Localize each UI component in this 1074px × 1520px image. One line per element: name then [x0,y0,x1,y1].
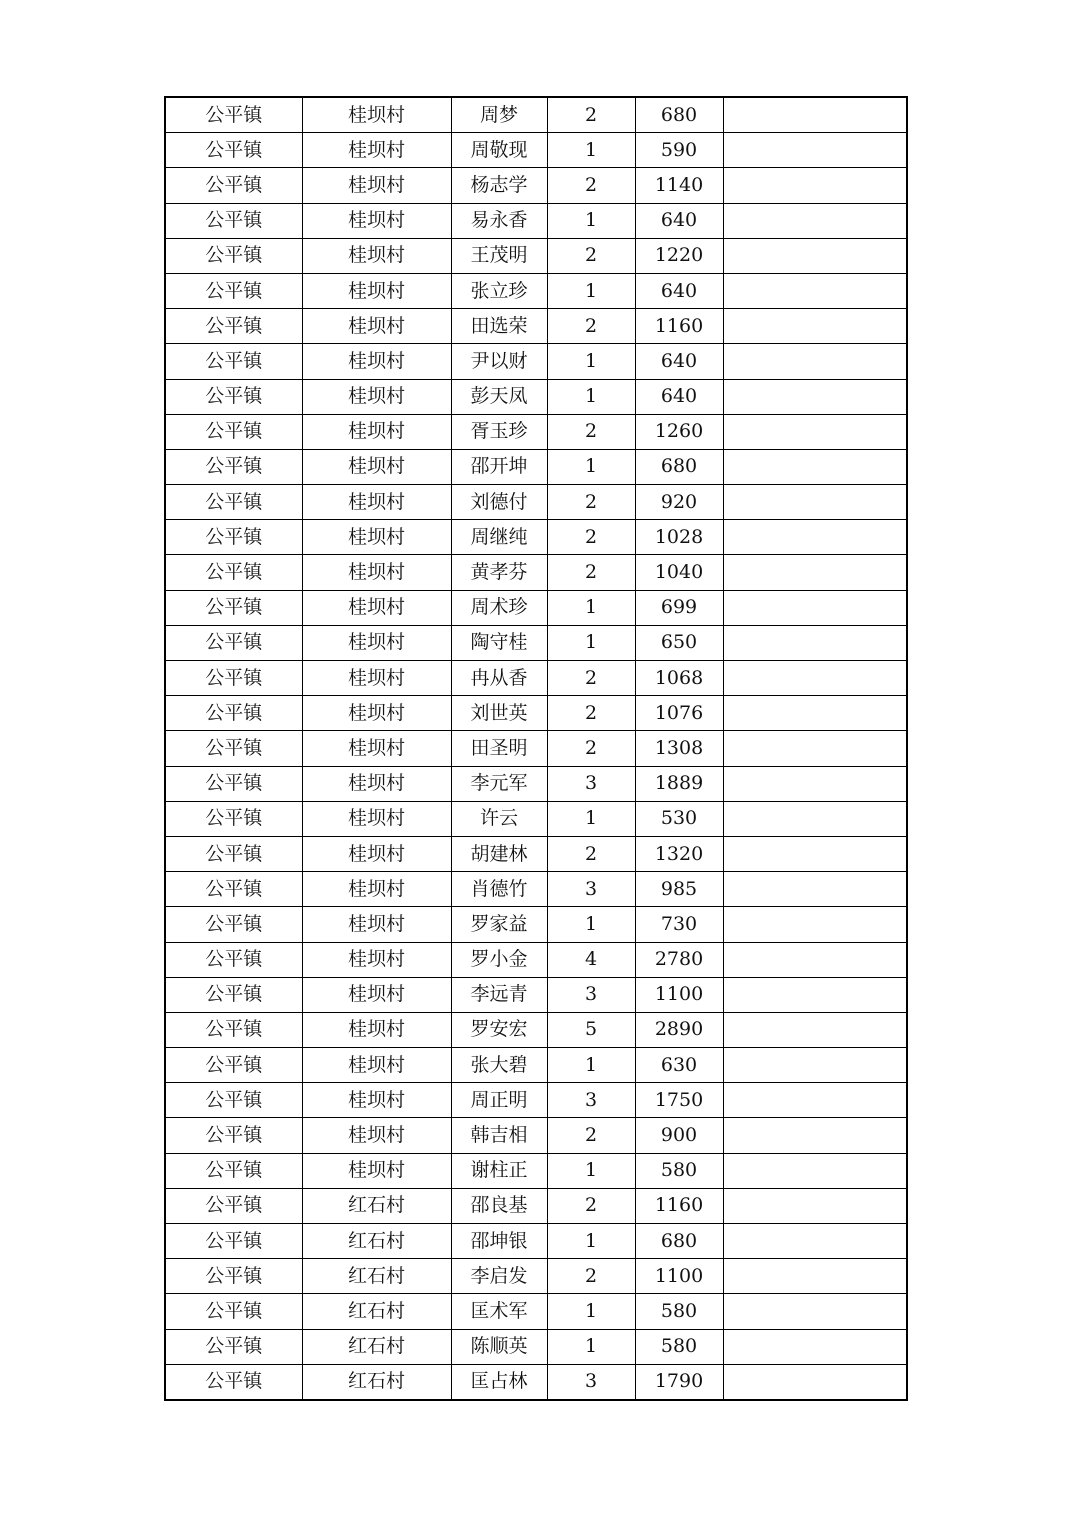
table-row [165,1224,907,1259]
household-count-cell: 1 [547,1329,635,1364]
amount-cell: 640 [635,203,723,238]
note-cell [723,1048,907,1083]
village-cell: 桂坝村 [302,731,451,766]
note-cell [723,309,907,344]
town-cell: 公平镇 [165,449,302,484]
table-row [165,977,907,1012]
village-cell: 桂坝村 [302,133,451,168]
town-cell: 公平镇 [165,414,302,449]
town-cell: 公平镇 [165,977,302,1012]
amount-cell: 530 [635,801,723,836]
name-cell: 匡术军 [451,1294,547,1329]
town-cell: 公平镇 [165,520,302,555]
town-cell: 公平镇 [165,872,302,907]
amount-cell: 1040 [635,555,723,590]
table-row [165,1012,907,1047]
amount-cell: 730 [635,907,723,942]
name-cell: 张大碧 [451,1048,547,1083]
table-body [165,97,907,1400]
town-cell: 公平镇 [165,625,302,660]
table-row [165,696,907,731]
household-count-cell: 3 [547,872,635,907]
table-row [165,344,907,379]
amount-cell: 2890 [635,1012,723,1047]
table-row [165,485,907,520]
village-cell: 桂坝村 [302,485,451,520]
household-count-cell: 2 [547,1188,635,1223]
name-cell: 田圣明 [451,731,547,766]
name-cell: 胡建林 [451,836,547,871]
table-row [165,1153,907,1188]
household-count-cell: 1 [547,133,635,168]
amount-cell: 580 [635,1153,723,1188]
town-cell: 公平镇 [165,907,302,942]
name-cell: 张立珍 [451,273,547,308]
town-cell: 公平镇 [165,1048,302,1083]
household-count-cell: 2 [547,731,635,766]
name-cell: 周正明 [451,1083,547,1118]
household-count-cell: 2 [547,97,635,133]
note-cell [723,661,907,696]
name-cell: 杨志学 [451,168,547,203]
name-cell: 尹以财 [451,344,547,379]
town-cell: 公平镇 [165,1083,302,1118]
village-cell: 红石村 [302,1329,451,1364]
village-cell: 桂坝村 [302,836,451,871]
note-cell [723,1188,907,1223]
table-row [165,133,907,168]
village-cell: 桂坝村 [302,309,451,344]
village-cell: 红石村 [302,1224,451,1259]
town-cell: 公平镇 [165,555,302,590]
note-cell [723,872,907,907]
name-cell: 罗安宏 [451,1012,547,1047]
table-row [165,168,907,203]
note-cell [723,414,907,449]
table-row [165,203,907,238]
village-cell: 桂坝村 [302,238,451,273]
amount-cell: 680 [635,449,723,484]
amount-cell: 1790 [635,1364,723,1400]
note-cell [723,449,907,484]
name-cell: 刘德付 [451,485,547,520]
household-count-cell: 4 [547,942,635,977]
name-cell: 匡占林 [451,1364,547,1400]
household-count-cell: 1 [547,449,635,484]
household-count-cell: 2 [547,555,635,590]
town-cell: 公平镇 [165,203,302,238]
name-cell: 罗家益 [451,907,547,942]
table-row [165,661,907,696]
amount-cell: 1260 [635,414,723,449]
town-cell: 公平镇 [165,1364,302,1400]
household-count-cell: 3 [547,1364,635,1400]
town-cell: 公平镇 [165,1294,302,1329]
table-row [165,414,907,449]
town-cell: 公平镇 [165,731,302,766]
town-cell: 公平镇 [165,942,302,977]
household-count-cell: 2 [547,485,635,520]
table-row [165,836,907,871]
village-cell: 红石村 [302,1364,451,1400]
amount-cell: 900 [635,1118,723,1153]
table-row [165,1294,907,1329]
note-cell [723,1259,907,1294]
village-cell: 桂坝村 [302,555,451,590]
amount-cell: 1160 [635,1188,723,1223]
town-cell: 公平镇 [165,1329,302,1364]
household-count-cell: 2 [547,1259,635,1294]
note-cell [723,520,907,555]
household-count-cell: 1 [547,344,635,379]
amount-cell: 1889 [635,766,723,801]
household-count-cell: 2 [547,520,635,555]
household-count-cell: 1 [547,907,635,942]
amount-cell: 680 [635,1224,723,1259]
table-row [165,520,907,555]
name-cell: 罗小金 [451,942,547,977]
household-count-cell: 1 [547,273,635,308]
name-cell: 邵良基 [451,1188,547,1223]
village-cell: 桂坝村 [302,1048,451,1083]
note-cell [723,97,907,133]
household-count-cell: 2 [547,414,635,449]
village-cell: 桂坝村 [302,1118,451,1153]
table-row [165,238,907,273]
note-cell [723,1294,907,1329]
household-count-cell: 1 [547,801,635,836]
household-count-cell: 1 [547,1153,635,1188]
table-row [165,555,907,590]
note-cell [723,1224,907,1259]
note-cell [723,836,907,871]
amount-cell: 1076 [635,696,723,731]
amount-cell: 1068 [635,661,723,696]
town-cell: 公平镇 [165,344,302,379]
household-count-cell: 3 [547,766,635,801]
note-cell [723,1083,907,1118]
village-cell: 桂坝村 [302,168,451,203]
name-cell: 冉从香 [451,661,547,696]
name-cell: 易永香 [451,203,547,238]
town-cell: 公平镇 [165,168,302,203]
town-cell: 公平镇 [165,661,302,696]
table-row [165,907,907,942]
household-count-cell: 2 [547,661,635,696]
name-cell: 韩吉相 [451,1118,547,1153]
amount-cell: 1220 [635,238,723,273]
name-cell: 谢柱正 [451,1153,547,1188]
household-count-cell: 2 [547,238,635,273]
note-cell [723,731,907,766]
town-cell: 公平镇 [165,836,302,871]
village-cell: 桂坝村 [302,801,451,836]
note-cell [723,1153,907,1188]
village-cell: 桂坝村 [302,872,451,907]
village-cell: 桂坝村 [302,696,451,731]
amount-cell: 580 [635,1294,723,1329]
name-cell: 彭天凤 [451,379,547,414]
amount-cell: 590 [635,133,723,168]
amount-cell: 680 [635,97,723,133]
village-cell: 桂坝村 [302,1012,451,1047]
amount-cell: 650 [635,625,723,660]
household-count-cell: 2 [547,309,635,344]
village-cell: 红石村 [302,1259,451,1294]
town-cell: 公平镇 [165,1188,302,1223]
table-row [165,801,907,836]
table-row [165,449,907,484]
town-cell: 公平镇 [165,1118,302,1153]
note-cell [723,1364,907,1400]
table-row [165,942,907,977]
table-row [165,273,907,308]
name-cell: 胥玉珍 [451,414,547,449]
town-cell: 公平镇 [165,766,302,801]
village-cell: 桂坝村 [302,1153,451,1188]
town-cell: 公平镇 [165,273,302,308]
table-row [165,1188,907,1223]
name-cell: 邵开坤 [451,449,547,484]
note-cell [723,133,907,168]
name-cell: 许云 [451,801,547,836]
name-cell: 肖德竹 [451,872,547,907]
town-cell: 公平镇 [165,1012,302,1047]
note-cell [723,942,907,977]
amount-cell: 1320 [635,836,723,871]
name-cell: 黄孝芬 [451,555,547,590]
town-cell: 公平镇 [165,309,302,344]
name-cell: 李元军 [451,766,547,801]
village-cell: 红石村 [302,1188,451,1223]
household-count-cell: 3 [547,1083,635,1118]
table-row [165,1259,907,1294]
town-cell: 公平镇 [165,133,302,168]
table-row [165,1048,907,1083]
note-cell [723,344,907,379]
household-count-cell: 3 [547,977,635,1012]
household-count-cell: 1 [547,1224,635,1259]
name-cell: 周术珍 [451,590,547,625]
town-cell: 公平镇 [165,485,302,520]
town-cell: 公平镇 [165,1153,302,1188]
amount-cell: 1140 [635,168,723,203]
amount-cell: 640 [635,379,723,414]
note-cell [723,625,907,660]
village-cell: 桂坝村 [302,661,451,696]
amount-cell: 1100 [635,1259,723,1294]
name-cell: 李启发 [451,1259,547,1294]
village-cell: 桂坝村 [302,414,451,449]
table-row [165,872,907,907]
town-cell: 公平镇 [165,379,302,414]
household-count-cell: 1 [547,379,635,414]
name-cell: 李远青 [451,977,547,1012]
note-cell [723,1012,907,1047]
note-cell [723,696,907,731]
village-cell: 桂坝村 [302,977,451,1012]
household-count-cell: 5 [547,1012,635,1047]
household-count-cell: 2 [547,836,635,871]
town-cell: 公平镇 [165,97,302,133]
amount-cell: 580 [635,1329,723,1364]
note-cell [723,1118,907,1153]
table-row [165,766,907,801]
note-cell [723,273,907,308]
name-cell: 陈顺英 [451,1329,547,1364]
amount-cell: 985 [635,872,723,907]
household-count-cell: 1 [547,203,635,238]
household-count-cell: 1 [547,1294,635,1329]
town-cell: 公平镇 [165,1224,302,1259]
household-count-cell: 1 [547,590,635,625]
table-row [165,731,907,766]
village-cell: 桂坝村 [302,1083,451,1118]
note-cell [723,1329,907,1364]
note-cell [723,555,907,590]
amount-cell: 1028 [635,520,723,555]
village-cell: 桂坝村 [302,590,451,625]
village-cell: 桂坝村 [302,344,451,379]
table-row [165,625,907,660]
note-cell [723,168,907,203]
name-cell: 周继纯 [451,520,547,555]
amount-cell: 699 [635,590,723,625]
village-cell: 桂坝村 [302,766,451,801]
name-cell: 王茂明 [451,238,547,273]
amount-cell: 1750 [635,1083,723,1118]
village-cell: 桂坝村 [302,97,451,133]
beneficiary-table [164,96,908,1401]
household-count-cell: 2 [547,168,635,203]
table-row [165,1083,907,1118]
note-cell [723,801,907,836]
village-cell: 桂坝村 [302,379,451,414]
name-cell: 刘世英 [451,696,547,731]
table-row [165,1329,907,1364]
amount-cell: 1308 [635,731,723,766]
village-cell: 桂坝村 [302,449,451,484]
household-count-cell: 2 [547,1118,635,1153]
amount-cell: 1160 [635,309,723,344]
town-cell: 公平镇 [165,238,302,273]
village-cell: 桂坝村 [302,907,451,942]
amount-cell: 640 [635,344,723,379]
amount-cell: 1100 [635,977,723,1012]
name-cell: 陶守桂 [451,625,547,660]
name-cell: 周敬现 [451,133,547,168]
table-row [165,97,907,133]
village-cell: 桂坝村 [302,203,451,238]
note-cell [723,977,907,1012]
town-cell: 公平镇 [165,696,302,731]
town-cell: 公平镇 [165,801,302,836]
note-cell [723,238,907,273]
village-cell: 桂坝村 [302,520,451,555]
amount-cell: 630 [635,1048,723,1083]
note-cell [723,766,907,801]
household-count-cell: 1 [547,1048,635,1083]
note-cell [723,485,907,520]
village-cell: 桂坝村 [302,625,451,660]
amount-cell: 2780 [635,942,723,977]
note-cell [723,203,907,238]
village-cell: 桂坝村 [302,942,451,977]
town-cell: 公平镇 [165,1259,302,1294]
table-row [165,379,907,414]
table-row [165,590,907,625]
amount-cell: 640 [635,273,723,308]
amount-cell: 920 [635,485,723,520]
village-cell: 桂坝村 [302,273,451,308]
household-count-cell: 2 [547,696,635,731]
town-cell: 公平镇 [165,590,302,625]
note-cell [723,590,907,625]
note-cell [723,907,907,942]
village-cell: 红石村 [302,1294,451,1329]
note-cell [723,379,907,414]
table-row [165,1118,907,1153]
table-row [165,309,907,344]
name-cell: 周梦 [451,97,547,133]
name-cell: 邵坤银 [451,1224,547,1259]
name-cell: 田选荣 [451,309,547,344]
household-count-cell: 1 [547,625,635,660]
table-row [165,1364,907,1400]
